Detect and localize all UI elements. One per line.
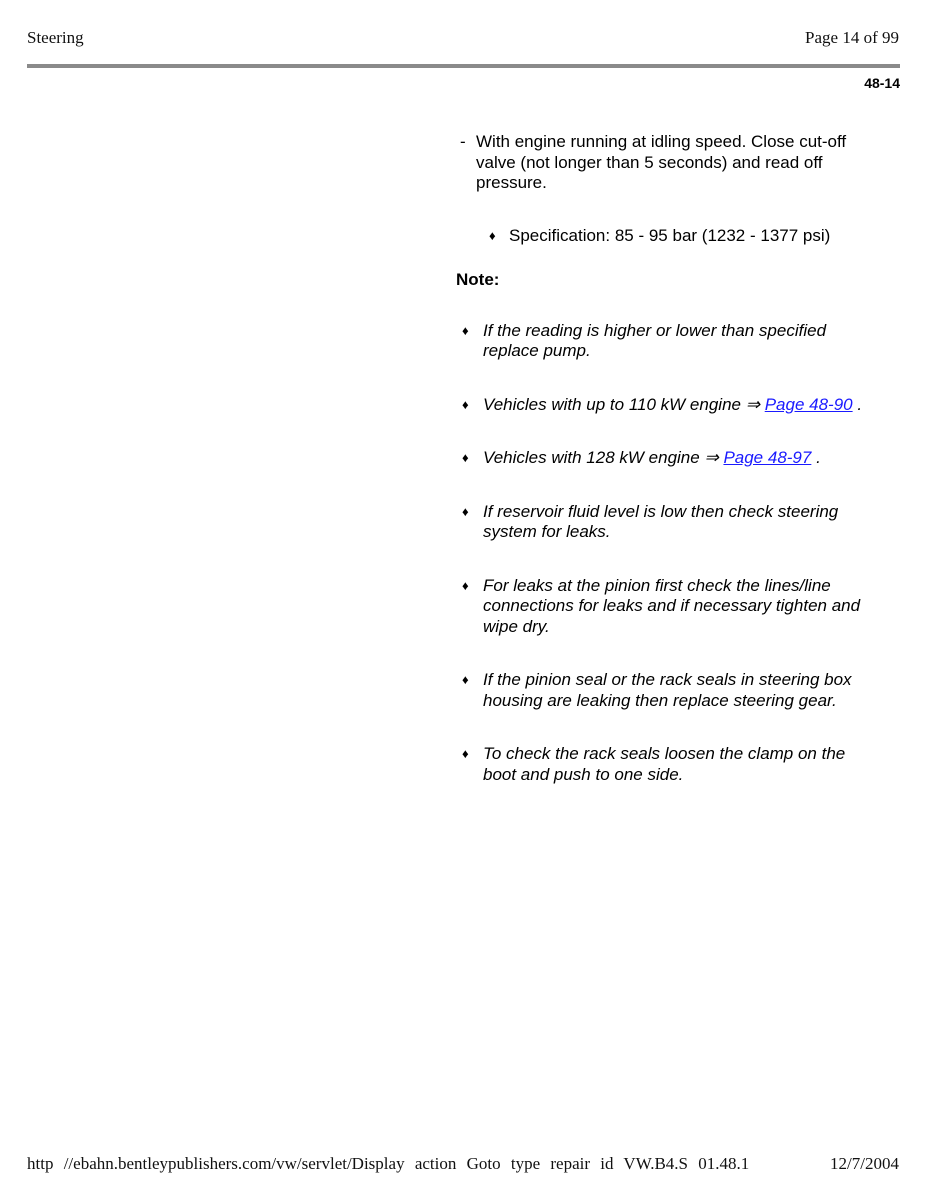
note-text: To check the rack seals loosen the clamp on the boot and push to one side.	[483, 744, 846, 784]
diamond-bullet-icon: ♦	[462, 672, 469, 687]
diamond-bullet-icon: ♦	[462, 577, 469, 593]
note-text: If the reading is higher or lower than specified replace pump.	[483, 320, 827, 360]
diamond-bullet-icon: ♦	[489, 227, 496, 243]
specification	[456, 226, 876, 247]
note-text: If reservoir fluid level is low then check steering system for leaks.	[483, 501, 839, 541]
procedure-step	[456, 132, 876, 194]
note-text-end: .	[816, 448, 821, 467]
note-heading: Note:	[456, 270, 500, 289]
diamond-bullet-icon: ♦	[462, 503, 469, 519]
note-item	[456, 744, 876, 785]
note-list	[456, 321, 876, 786]
diamond-bullet-icon: ♦	[462, 450, 469, 465]
diamond-bullet-icon: ♦	[462, 322, 469, 338]
step-text: With engine running at idling speed. Close cut-off valve (not longer than 5 seconds) and read off pressure.	[476, 132, 847, 192]
dash-marker: -	[460, 132, 466, 151]
arrow-right-icon: ⇒	[745, 394, 760, 414]
note-text: Vehicles with up to 110 kW engine	[483, 394, 741, 414]
header-divider	[27, 64, 900, 68]
footer-date: 12/7/2004	[830, 1154, 899, 1173]
content-column	[456, 132, 876, 818]
document-id: 48-14	[864, 75, 900, 91]
note-text: For leaks at the pinion first check the lines/line connections for leaks and if necessary tighten and wipe dry.	[483, 575, 861, 636]
note-item	[456, 502, 876, 543]
note-item	[456, 321, 876, 362]
page-indicator: Page 14 of 99	[805, 28, 899, 47]
note-item	[456, 448, 876, 469]
diamond-bullet-icon: ♦	[462, 746, 469, 761]
note-item	[456, 395, 876, 416]
note-item	[456, 576, 876, 638]
page-link-48-90[interactable]: Page 48-90	[764, 394, 853, 414]
specification-text: Specification: 85 - 95 bar (1232 - 1377 psi)	[509, 225, 831, 245]
note-text-end: .	[857, 394, 863, 414]
note-text: If the pinion seal or the rack seals in steering box housing are leaking then replace steering gear.	[483, 670, 852, 710]
arrow-right-icon: ⇒	[704, 448, 719, 467]
note-item	[456, 670, 876, 711]
page-link-48-97[interactable]: Page 48-97	[723, 448, 812, 467]
footer-url: http //ebahn.bentleypublishers.com/vw/servlet/Display action Goto type repair id VW.B4.S 01.48.1	[27, 1154, 750, 1173]
header-title: Steering	[27, 28, 84, 47]
diamond-bullet-icon: ♦	[462, 396, 469, 412]
note-text: Vehicles with 128 kW engine	[483, 448, 700, 467]
